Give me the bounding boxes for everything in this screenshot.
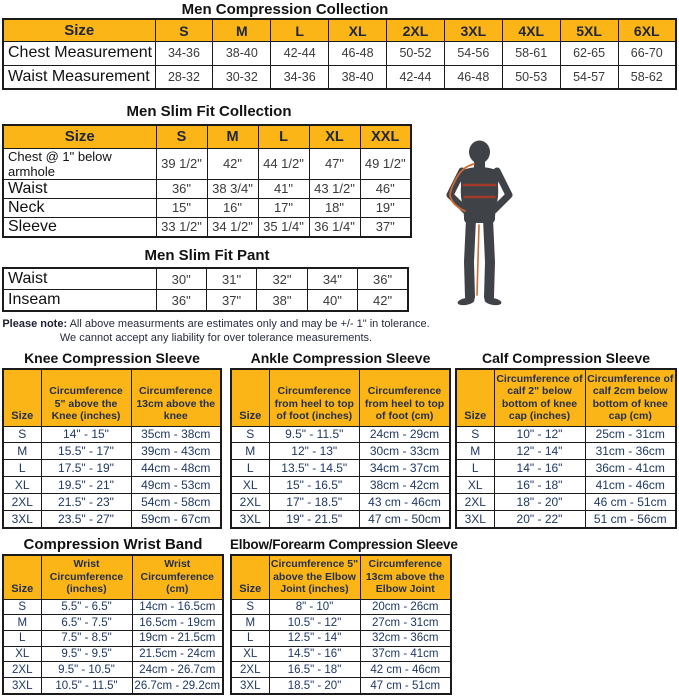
tolerance-note (0, 318, 432, 345)
value-cell: 37" (206, 290, 256, 312)
size-cell: 3XL (3, 678, 41, 694)
value-cell: 12" - 13" (269, 443, 360, 460)
value-cell: 40" (307, 290, 357, 312)
table-row (3, 678, 223, 694)
value-cell: 10.5" - 12" (269, 615, 360, 631)
value-cell: 9.5" - 11.5" (269, 426, 360, 443)
wrist-band-table-grid (2, 554, 224, 695)
value-cell: 38cm - 42cm (360, 477, 451, 494)
ankle-sleeve-table (230, 368, 451, 529)
value-cell: 41" (258, 179, 309, 198)
value-cell: 39cm - 43cm (131, 443, 221, 460)
value-cell: 37cm - 41cm (360, 646, 451, 662)
men-compression-title: Men Compression Collection (181, 1, 389, 18)
value-cell: 30-32 (213, 65, 271, 89)
size-cell: S (231, 599, 269, 615)
size-column-header: M (207, 125, 258, 148)
value-cell: 46-48 (329, 42, 387, 65)
table-row (231, 443, 450, 460)
measure-header-cell: Circumference 13cm above the knee (131, 369, 221, 426)
note-text-1: All above measurments are estimates only and may be +/- 1" in tolerance. (69, 318, 430, 330)
size-cell: M (231, 615, 269, 631)
table-row (3, 646, 223, 662)
men-compression-table (2, 18, 677, 90)
calf-sleeve-table-grid (455, 368, 677, 529)
value-cell: 17.5" - 19" (41, 460, 131, 477)
value-cell: 23.5" - 27" (41, 510, 131, 528)
value-cell: 18.5" - 20" (269, 678, 360, 694)
men-slim-fit-pant-table (2, 267, 409, 312)
size-column-header: 2XL (387, 19, 445, 42)
value-cell: 17" (258, 198, 309, 217)
value-cell: 5.5" - 6.5" (41, 599, 132, 615)
value-cell: 19cm - 21.5cm (132, 630, 223, 646)
value-cell: 18" (309, 198, 360, 217)
value-cell: 38 3/4" (207, 179, 258, 198)
value-cell: 12.5" - 14" (269, 630, 360, 646)
value-cell: 30cm - 33cm (360, 443, 451, 460)
value-cell: 42" (207, 148, 258, 179)
value-cell: 14.5" - 16" (269, 646, 360, 662)
value-cell: 47 cm - 50cm (360, 510, 451, 528)
measure-header-cell: Circumference from heel to top of foot (inches) (269, 369, 360, 426)
size-cell: 2XL (3, 662, 41, 678)
value-cell: 7.5" - 8.5" (41, 630, 132, 646)
header-row (3, 125, 411, 148)
header-row (231, 555, 451, 599)
value-cell: 34-36 (155, 42, 213, 65)
value-cell: 14cm - 16.5cm (132, 599, 223, 615)
value-cell: 38-40 (329, 65, 387, 89)
value-cell: 58-62 (618, 65, 676, 89)
value-cell: 49 1/2" (360, 148, 411, 179)
value-cell: 35 1/4" (258, 217, 309, 237)
value-cell: 43 1/2" (309, 179, 360, 198)
size-header-cell: Size (3, 19, 155, 42)
measure-header-cell: Circumference from heel to top of foot (cm) (360, 369, 451, 426)
value-cell: 20cm - 26cm (360, 599, 451, 615)
men-slim-fit-table-grid (2, 124, 412, 238)
header-row (3, 555, 223, 599)
table-row (231, 599, 451, 615)
table-row (3, 662, 223, 678)
size-cell: 3XL (456, 510, 494, 528)
calf-sleeve-table (455, 368, 677, 529)
value-cell: 54-56 (444, 42, 502, 65)
value-cell: 46-48 (444, 65, 502, 89)
size-cell: S (3, 426, 41, 443)
value-cell: 10.5" - 11.5" (41, 678, 132, 694)
value-cell: 39 1/2" (156, 148, 207, 179)
value-cell: 36" (156, 290, 206, 312)
value-cell: 21.5cm - 24cm (132, 646, 223, 662)
value-cell: 36 1/4" (309, 217, 360, 237)
value-cell: 38" (257, 290, 307, 312)
table-row (3, 217, 411, 237)
value-cell: 38-40 (213, 42, 271, 65)
size-cell: L (231, 460, 269, 477)
size-column-header: L (271, 19, 329, 42)
value-cell: 26.7cm - 29.2cm (132, 678, 223, 694)
table-row (456, 443, 676, 460)
table-row (3, 179, 411, 198)
value-cell: 13.5" - 14.5" (269, 460, 360, 477)
figure-right-leg (488, 219, 490, 297)
value-cell: 35cm - 38cm (131, 426, 221, 443)
value-cell: 66-70 (618, 42, 676, 65)
table-row (3, 494, 221, 511)
table-row (3, 148, 411, 179)
table-row (231, 460, 450, 477)
value-cell: 9.5" - 9.5" (41, 646, 132, 662)
value-cell: 19" (360, 198, 411, 217)
size-column-header: XL (329, 19, 387, 42)
value-cell: 28-32 (155, 65, 213, 89)
size-cell: L (456, 460, 494, 477)
value-cell: 17" - 18.5" (269, 494, 360, 511)
size-column-header: XXL (360, 125, 411, 148)
value-cell: 24cm - 29cm (360, 426, 451, 443)
size-cell: 2XL (456, 494, 494, 511)
calf-sleeve-title: Calf Compression Sleeve (481, 350, 651, 366)
value-cell: 16" (207, 198, 258, 217)
table-row (3, 268, 408, 290)
value-cell: 16.5" - 18" (269, 662, 360, 678)
value-cell: 21.5" - 23" (41, 494, 131, 511)
value-cell: 15.5" - 17" (41, 443, 131, 460)
size-cell: XL (231, 646, 269, 662)
row-label-cell: Waist (3, 179, 156, 198)
silhouette-body (450, 141, 509, 307)
size-header-cell: Size (456, 369, 494, 426)
value-cell: 36" (358, 268, 408, 290)
value-cell: 31" (206, 268, 256, 290)
table-row (3, 477, 221, 494)
value-cell: 15" - 16.5" (269, 477, 360, 494)
size-column-header: 3XL (444, 19, 502, 42)
figure-head (469, 141, 490, 164)
value-cell: 25cm - 31cm (585, 426, 676, 443)
table-row (3, 615, 223, 631)
note-line-2: We cannot accept any liability for over tolerance measurements. (59, 331, 373, 344)
size-cell: XL (3, 646, 41, 662)
men-slim-fit-pant-title: Men Slim Fit Pant (144, 247, 270, 264)
value-cell: 54cm - 58cm (131, 494, 221, 511)
value-cell: 20" - 22" (494, 510, 585, 528)
row-label-cell: Chest Measurement (3, 42, 155, 65)
size-column-header: M (213, 19, 271, 42)
value-cell: 10" - 12" (494, 426, 585, 443)
row-label-cell: Sleeve (3, 217, 156, 237)
table-row (3, 65, 676, 89)
elbow-sleeve-title: Elbow/Forearm Compression Sleeve (230, 537, 458, 552)
row-label-cell: Chest @ 1" below armhole (3, 148, 156, 179)
value-cell: 46 cm - 51cm (585, 494, 676, 511)
inseam-measure-line (477, 225, 479, 295)
table-row (456, 510, 676, 528)
value-cell: 36cm - 41cm (585, 460, 676, 477)
table-row (231, 426, 450, 443)
wrist-band-table (2, 554, 224, 695)
table-row (231, 615, 451, 631)
value-cell: 31cm - 36cm (585, 443, 676, 460)
value-cell: 50-52 (387, 42, 445, 65)
value-cell: 58-61 (502, 42, 560, 65)
size-cell: XL (3, 477, 41, 494)
value-cell: 34-36 (271, 65, 329, 89)
row-label-cell: Waist (3, 268, 156, 290)
size-cell: XL (456, 477, 494, 494)
value-cell: 41cm - 46cm (585, 477, 676, 494)
value-cell: 9.5" - 10.5" (41, 662, 132, 678)
table-row (456, 494, 676, 511)
measure-header-cell: Circumference 13cm above the Elbow Joint (360, 555, 451, 599)
knee-sleeve-table (2, 368, 222, 529)
wrist-band-title: Compression Wrist Band (23, 536, 203, 553)
measure-header-cell: Circumference 5" above the Knee (inches) (41, 369, 131, 426)
value-cell: 37" (360, 217, 411, 237)
size-header-cell: Size (231, 369, 269, 426)
value-cell: 34 1/2" (207, 217, 258, 237)
measure-header-cell: Wrist Circumference (cm) (132, 555, 223, 599)
value-cell: 44 1/2" (258, 148, 309, 179)
value-cell: 24cm - 26.7cm (132, 662, 223, 678)
table-row (231, 662, 451, 678)
value-cell: 50-53 (502, 65, 560, 89)
size-cell: 2XL (231, 662, 269, 678)
size-cell: L (3, 630, 41, 646)
note-line-1 (0, 318, 432, 332)
table-row (231, 678, 451, 694)
table-row (3, 510, 221, 528)
table-row (3, 599, 223, 615)
value-cell: 43 cm - 46cm (360, 494, 451, 511)
size-cell: 2XL (3, 494, 41, 511)
value-cell: 16.5cm - 19cm (132, 615, 223, 631)
size-cell: M (3, 615, 41, 631)
size-cell: S (231, 426, 269, 443)
value-cell: 32cm - 36cm (360, 630, 451, 646)
table-row (456, 460, 676, 477)
men-compression-table-grid (2, 18, 677, 90)
size-column-header: 6XL (618, 19, 676, 42)
size-header-cell: Size (3, 125, 156, 148)
table-row (231, 630, 451, 646)
table-row (231, 494, 450, 511)
value-cell: 44cm - 48cm (131, 460, 221, 477)
value-cell: 49cm - 53cm (131, 477, 221, 494)
table-row (3, 630, 223, 646)
knee-sleeve-title: Knee Compression Sleeve (24, 350, 200, 366)
elbow-sleeve-table (230, 554, 452, 695)
size-header-cell: Size (3, 369, 41, 426)
value-cell: 33 1/2" (156, 217, 207, 237)
size-cell: 3XL (231, 678, 269, 694)
value-cell: 36" (156, 179, 207, 198)
table-row (231, 477, 450, 494)
figure-left-leg (469, 219, 471, 297)
size-cell: 3XL (231, 510, 269, 528)
size-column-header: S (156, 125, 207, 148)
value-cell: 42-44 (387, 65, 445, 89)
value-cell: 32" (257, 268, 307, 290)
measure-header-cell: Circumference 5" above the Elbow Joint (inches) (269, 555, 360, 599)
measure-header-cell: Wrist Circumference (inches) (41, 555, 132, 599)
table-row (3, 460, 221, 477)
ankle-sleeve-title: Ankle Compression Sleeve (250, 350, 431, 366)
value-cell: 8" - 10" (269, 599, 360, 615)
value-cell: 15" (156, 198, 207, 217)
men-slim-fit-pant-table-grid (2, 267, 409, 312)
value-cell: 47" (309, 148, 360, 179)
measure-header-cell: Circumference of calf 2" below bottom of knee cap (inches) (494, 369, 585, 426)
header-row (3, 369, 221, 426)
table-row (456, 426, 676, 443)
measure-header-cell: Circumference of calf 2cm below bottom of knee cap (cm) (585, 369, 676, 426)
size-cell: M (3, 443, 41, 460)
value-cell: 27cm - 31cm (360, 615, 451, 631)
size-header-cell: Size (231, 555, 269, 599)
header-row (231, 369, 450, 426)
value-cell: 30" (156, 268, 206, 290)
male-body-silhouette (443, 137, 515, 309)
value-cell: 34" (307, 268, 357, 290)
men-slim-fit-table (2, 124, 412, 233)
knee-sleeve-table-grid (2, 368, 222, 529)
size-cell: M (456, 443, 494, 460)
ankle-sleeve-table-grid (230, 368, 451, 529)
row-label-cell: Neck (3, 198, 156, 217)
table-row (456, 477, 676, 494)
size-cell: L (231, 630, 269, 646)
table-row (231, 510, 450, 528)
value-cell: 6.5" - 7.5" (41, 615, 132, 631)
value-cell: 14" - 15" (41, 426, 131, 443)
value-cell: 51 cm - 56cm (585, 510, 676, 528)
value-cell: 59cm - 67cm (131, 510, 221, 528)
size-cell: L (3, 460, 41, 477)
value-cell: 19" - 21.5" (269, 510, 360, 528)
value-cell: 18" - 20" (494, 494, 585, 511)
size-cell: XL (231, 477, 269, 494)
value-cell: 16" - 18" (494, 477, 585, 494)
size-column-header: 4XL (502, 19, 560, 42)
size-column-header: XL (309, 125, 360, 148)
size-cell: 3XL (3, 510, 41, 528)
header-row (3, 19, 676, 42)
value-cell: 54-57 (560, 65, 618, 89)
row-label-cell: Inseam (3, 290, 156, 312)
value-cell: 19.5" - 21" (41, 477, 131, 494)
table-row (231, 646, 451, 662)
value-cell: 14" - 16" (494, 460, 585, 477)
table-row (3, 426, 221, 443)
table-row (3, 42, 676, 65)
elbow-sleeve-table-grid (230, 554, 452, 695)
header-row (456, 369, 676, 426)
size-column-header: L (258, 125, 309, 148)
value-cell: 62-65 (560, 42, 618, 65)
row-label-cell: Waist Measurement (3, 65, 155, 89)
size-cell: M (231, 443, 269, 460)
value-cell: 12" - 14" (494, 443, 585, 460)
value-cell: 46" (360, 179, 411, 198)
value-cell: 47 cm - 51cm (360, 678, 451, 694)
size-column-header: S (155, 19, 213, 42)
men-slim-fit-title: Men Slim Fit Collection (126, 103, 292, 120)
table-row (3, 290, 408, 312)
value-cell: 42-44 (271, 42, 329, 65)
value-cell: 42" (358, 290, 408, 312)
value-cell: 34cm - 37cm (360, 460, 451, 477)
size-cell: 2XL (231, 494, 269, 511)
value-cell: 42 cm - 46cm (360, 662, 451, 678)
size-cell: S (456, 426, 494, 443)
size-cell: S (3, 599, 41, 615)
table-row (3, 198, 411, 217)
size-header-cell: Size (3, 555, 41, 599)
note-label: Please note: (2, 318, 68, 330)
size-column-header: 5XL (560, 19, 618, 42)
table-row (3, 443, 221, 460)
